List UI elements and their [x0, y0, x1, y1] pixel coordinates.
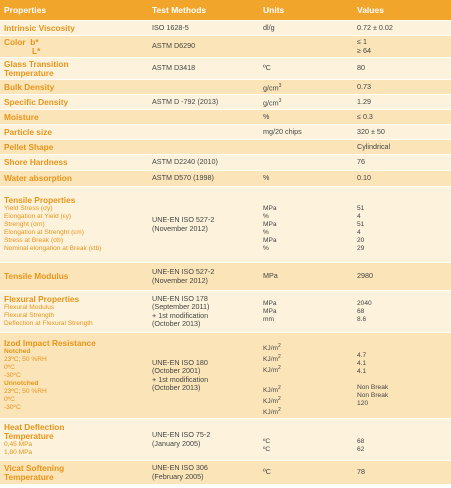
sub-property: Flexural Strength [4, 312, 55, 319]
test-method [148, 80, 259, 95]
unit: mg/20 chips [259, 125, 353, 140]
table-row [0, 95, 451, 110]
table-row [0, 110, 451, 125]
unit-line: $KJ/m^2$ [263, 365, 281, 375]
property-name: Intrinsic Viscosity [0, 21, 148, 36]
unit-text: g/cm [263, 97, 279, 107]
value-line: 120 [357, 399, 369, 407]
unit-line: % [263, 245, 269, 252]
unit [259, 187, 353, 263]
property-name [0, 291, 148, 333]
property-name: Tensile Modulus [0, 263, 148, 291]
sub-property: 0ºC [4, 396, 15, 404]
value: 2980 [353, 263, 451, 291]
sub-heading: Notched [4, 348, 31, 356]
table-header [0, 0, 451, 21]
method-line: UNE-EN ISO 527-2 [152, 215, 215, 225]
property-name [0, 333, 148, 419]
header-units: Units [259, 0, 353, 21]
value-line: 20 [357, 237, 365, 244]
value [353, 419, 451, 461]
value-line: 4.1 [357, 367, 367, 375]
sub-property: Stress at Break (σb) [4, 237, 64, 244]
header-methods: Test Methods [148, 0, 259, 21]
value: 1.29 [353, 95, 451, 110]
table-row [0, 291, 451, 333]
sub-property: 23ºC; 50 %RH [4, 356, 47, 364]
method-line: (February 2005) [152, 471, 204, 481]
color-label: Color [4, 36, 26, 47]
value-b: ≤ 1 [357, 37, 367, 47]
unit: % [259, 171, 353, 187]
table-row [0, 155, 451, 171]
table-row [0, 21, 451, 36]
test-method: ASTM D2240 (2010) [148, 155, 259, 171]
unit-line: % [263, 213, 269, 220]
unit [259, 80, 353, 95]
value-line: 2040 [357, 299, 372, 307]
test-method: ASTM D6290 [148, 36, 259, 58]
sub-heading: Unnotched [4, 380, 39, 388]
method-line: (October 2001) [152, 366, 201, 376]
sub-property: 23ºC; 50 %RH [4, 388, 47, 396]
unit-line: MPa [263, 205, 277, 212]
table-row [0, 125, 451, 140]
property-name: Particle size [0, 125, 148, 140]
value [353, 333, 451, 419]
test-method [148, 461, 259, 485]
value [353, 291, 451, 333]
unit [259, 36, 353, 58]
value: 80 [353, 58, 451, 80]
group-title: Tensile Properties [4, 195, 76, 205]
property-name: Pellet Shape [0, 140, 148, 155]
test-method [148, 419, 259, 461]
unit-line: mm [263, 315, 274, 323]
test-method [148, 140, 259, 155]
unit [259, 155, 353, 171]
table-row [0, 58, 451, 80]
sub-property: 0ºC [4, 364, 15, 372]
table-row [0, 140, 451, 155]
unit-line: ºC [263, 438, 271, 446]
unit [259, 419, 353, 461]
color-b-label: b* [30, 36, 39, 47]
property-name [0, 58, 148, 80]
sub-property: Flexural Modulus [4, 304, 55, 311]
value-line: Non Break [357, 391, 389, 399]
value-l: ≥ 64 [357, 45, 371, 55]
unit: MPa [259, 263, 353, 291]
test-method [148, 291, 259, 333]
sub-property: -30ºC [4, 404, 21, 412]
value-line: 4 [357, 213, 361, 220]
value-line: Non Break [357, 383, 389, 391]
table-row [0, 36, 451, 58]
method-line: (October 2013) [152, 382, 201, 392]
value: 320 ± 50 [353, 125, 451, 140]
test-method: ASTM D570 (1998) [148, 171, 259, 187]
method-line: UNE-EN ISO 306 [152, 463, 208, 473]
property-name: Specific Density [0, 95, 148, 110]
method-line: (November 2012) [152, 223, 208, 233]
unit-line: $KJ/m^2$ [263, 343, 281, 353]
value: 76 [353, 155, 451, 171]
test-method [148, 263, 259, 291]
color-l-label: L* [32, 45, 41, 56]
group-title: Flexural Properties [4, 294, 80, 304]
test-method [148, 187, 259, 263]
value [353, 36, 451, 58]
value-line: 4.7 [357, 351, 367, 359]
value: Cylindrical [353, 140, 451, 155]
sub-property: -30ºC [4, 372, 21, 380]
property-name [0, 36, 148, 58]
name-line: Temperature [4, 471, 54, 482]
method-line: UNE-EN ISO 178 [152, 293, 208, 303]
property-name: Shore Hardness [0, 155, 148, 171]
value [353, 187, 451, 263]
group-title: Heat Deflection [4, 421, 65, 432]
property-name: Bulk Density [0, 80, 148, 95]
value-line: 8.6 [357, 315, 367, 323]
table-row [0, 80, 451, 95]
unit-line: MPa [263, 307, 277, 315]
method-line: (September 2011) [152, 302, 210, 312]
unit-line: MPa [263, 221, 277, 228]
name-line: Temperature [4, 67, 54, 78]
unit-line: $KJ/m^2$ [263, 384, 281, 394]
unit-line: $KJ/m^2$ [263, 354, 281, 364]
group-title: Izod Impact Resistance [4, 338, 96, 349]
unit [259, 333, 353, 419]
table-row [0, 171, 451, 187]
test-method: ISO 1628-5 [148, 21, 259, 36]
header-properties: Properties [0, 0, 148, 21]
value-line: 4.1 [357, 359, 367, 367]
sub-property: 0,45 MPa [4, 440, 33, 448]
table-row [0, 187, 451, 263]
method-line: UNE-EN ISO 180 [152, 357, 208, 367]
value: 78 [353, 461, 451, 485]
value-line: 62 [357, 446, 365, 454]
method-line: + 1st modification [152, 310, 209, 320]
table-row [0, 419, 451, 461]
table-row [0, 333, 451, 419]
unit-line: MPa [263, 237, 277, 244]
unit [259, 95, 353, 110]
unit-line: MPa [263, 299, 277, 307]
unit: % [259, 110, 353, 125]
method-line: UNE-EN ISO 75-2 [152, 430, 211, 440]
sub-property: Strenght (σm) [4, 221, 45, 228]
sub-property: Elongation at Strenght (εm) [4, 229, 84, 236]
name-line: Vicat Softening [4, 462, 65, 473]
value-line: 68 [357, 438, 365, 446]
value: 0.10 [353, 171, 451, 187]
value-line: 29 [357, 245, 365, 252]
name-line: Glass Transition [4, 58, 69, 69]
property-name: Moisture [0, 110, 148, 125]
unit: ºC [259, 461, 353, 485]
unit-line: $KJ/m^2$ [263, 406, 281, 417]
method-line: (November 2012) [152, 275, 208, 285]
method-line: + 1st modification [152, 374, 209, 384]
table-row [0, 461, 451, 485]
unit-exponent: 3 [278, 82, 282, 89]
unit-line: $KJ/m^2$ [263, 395, 281, 405]
unit-text: g/cm [263, 82, 279, 92]
method-line: UNE-EN ISO 527-2 [152, 267, 215, 277]
sub-property: Deflection at Flexural Strength [4, 320, 93, 327]
property-name [0, 187, 148, 263]
property-name: Water absorption [0, 171, 148, 187]
unit [259, 291, 353, 333]
value: 0.73 [353, 80, 451, 95]
unit [259, 140, 353, 155]
value-line: 51 [357, 205, 365, 212]
unit-line: ºC [263, 446, 271, 454]
sub-property: Yield Stress (σy) [4, 205, 53, 212]
group-title: Temperature [4, 430, 54, 441]
property-name [0, 419, 148, 461]
value-line: 51 [357, 221, 365, 228]
header-values: Values [353, 0, 451, 21]
unit-line: % [263, 229, 269, 236]
value: 0.72 ± 0.02 [353, 21, 451, 36]
sub-property: Nominal elongation at Break (εtb) [4, 245, 102, 252]
unit: dl/g [259, 21, 353, 36]
test-method: ASTM D3418 [148, 58, 259, 80]
method-line: (October 2013) [152, 318, 201, 328]
test-method: ASTM D -792 (2013) [148, 95, 259, 110]
method-line: (January 2005) [152, 438, 201, 448]
unit: ºC [259, 58, 353, 80]
value: ≤ 0.3 [353, 110, 451, 125]
test-method [148, 333, 259, 419]
property-name [0, 461, 148, 485]
value-line: 68 [357, 307, 365, 315]
test-method [148, 110, 259, 125]
sub-property: 1,80 MPa [4, 448, 33, 456]
table-row [0, 263, 451, 291]
sub-property: Elongation at Yield (εy) [4, 213, 72, 220]
unit-exponent: 3 [278, 97, 282, 104]
value-line: 4 [357, 229, 361, 236]
test-method [148, 125, 259, 140]
